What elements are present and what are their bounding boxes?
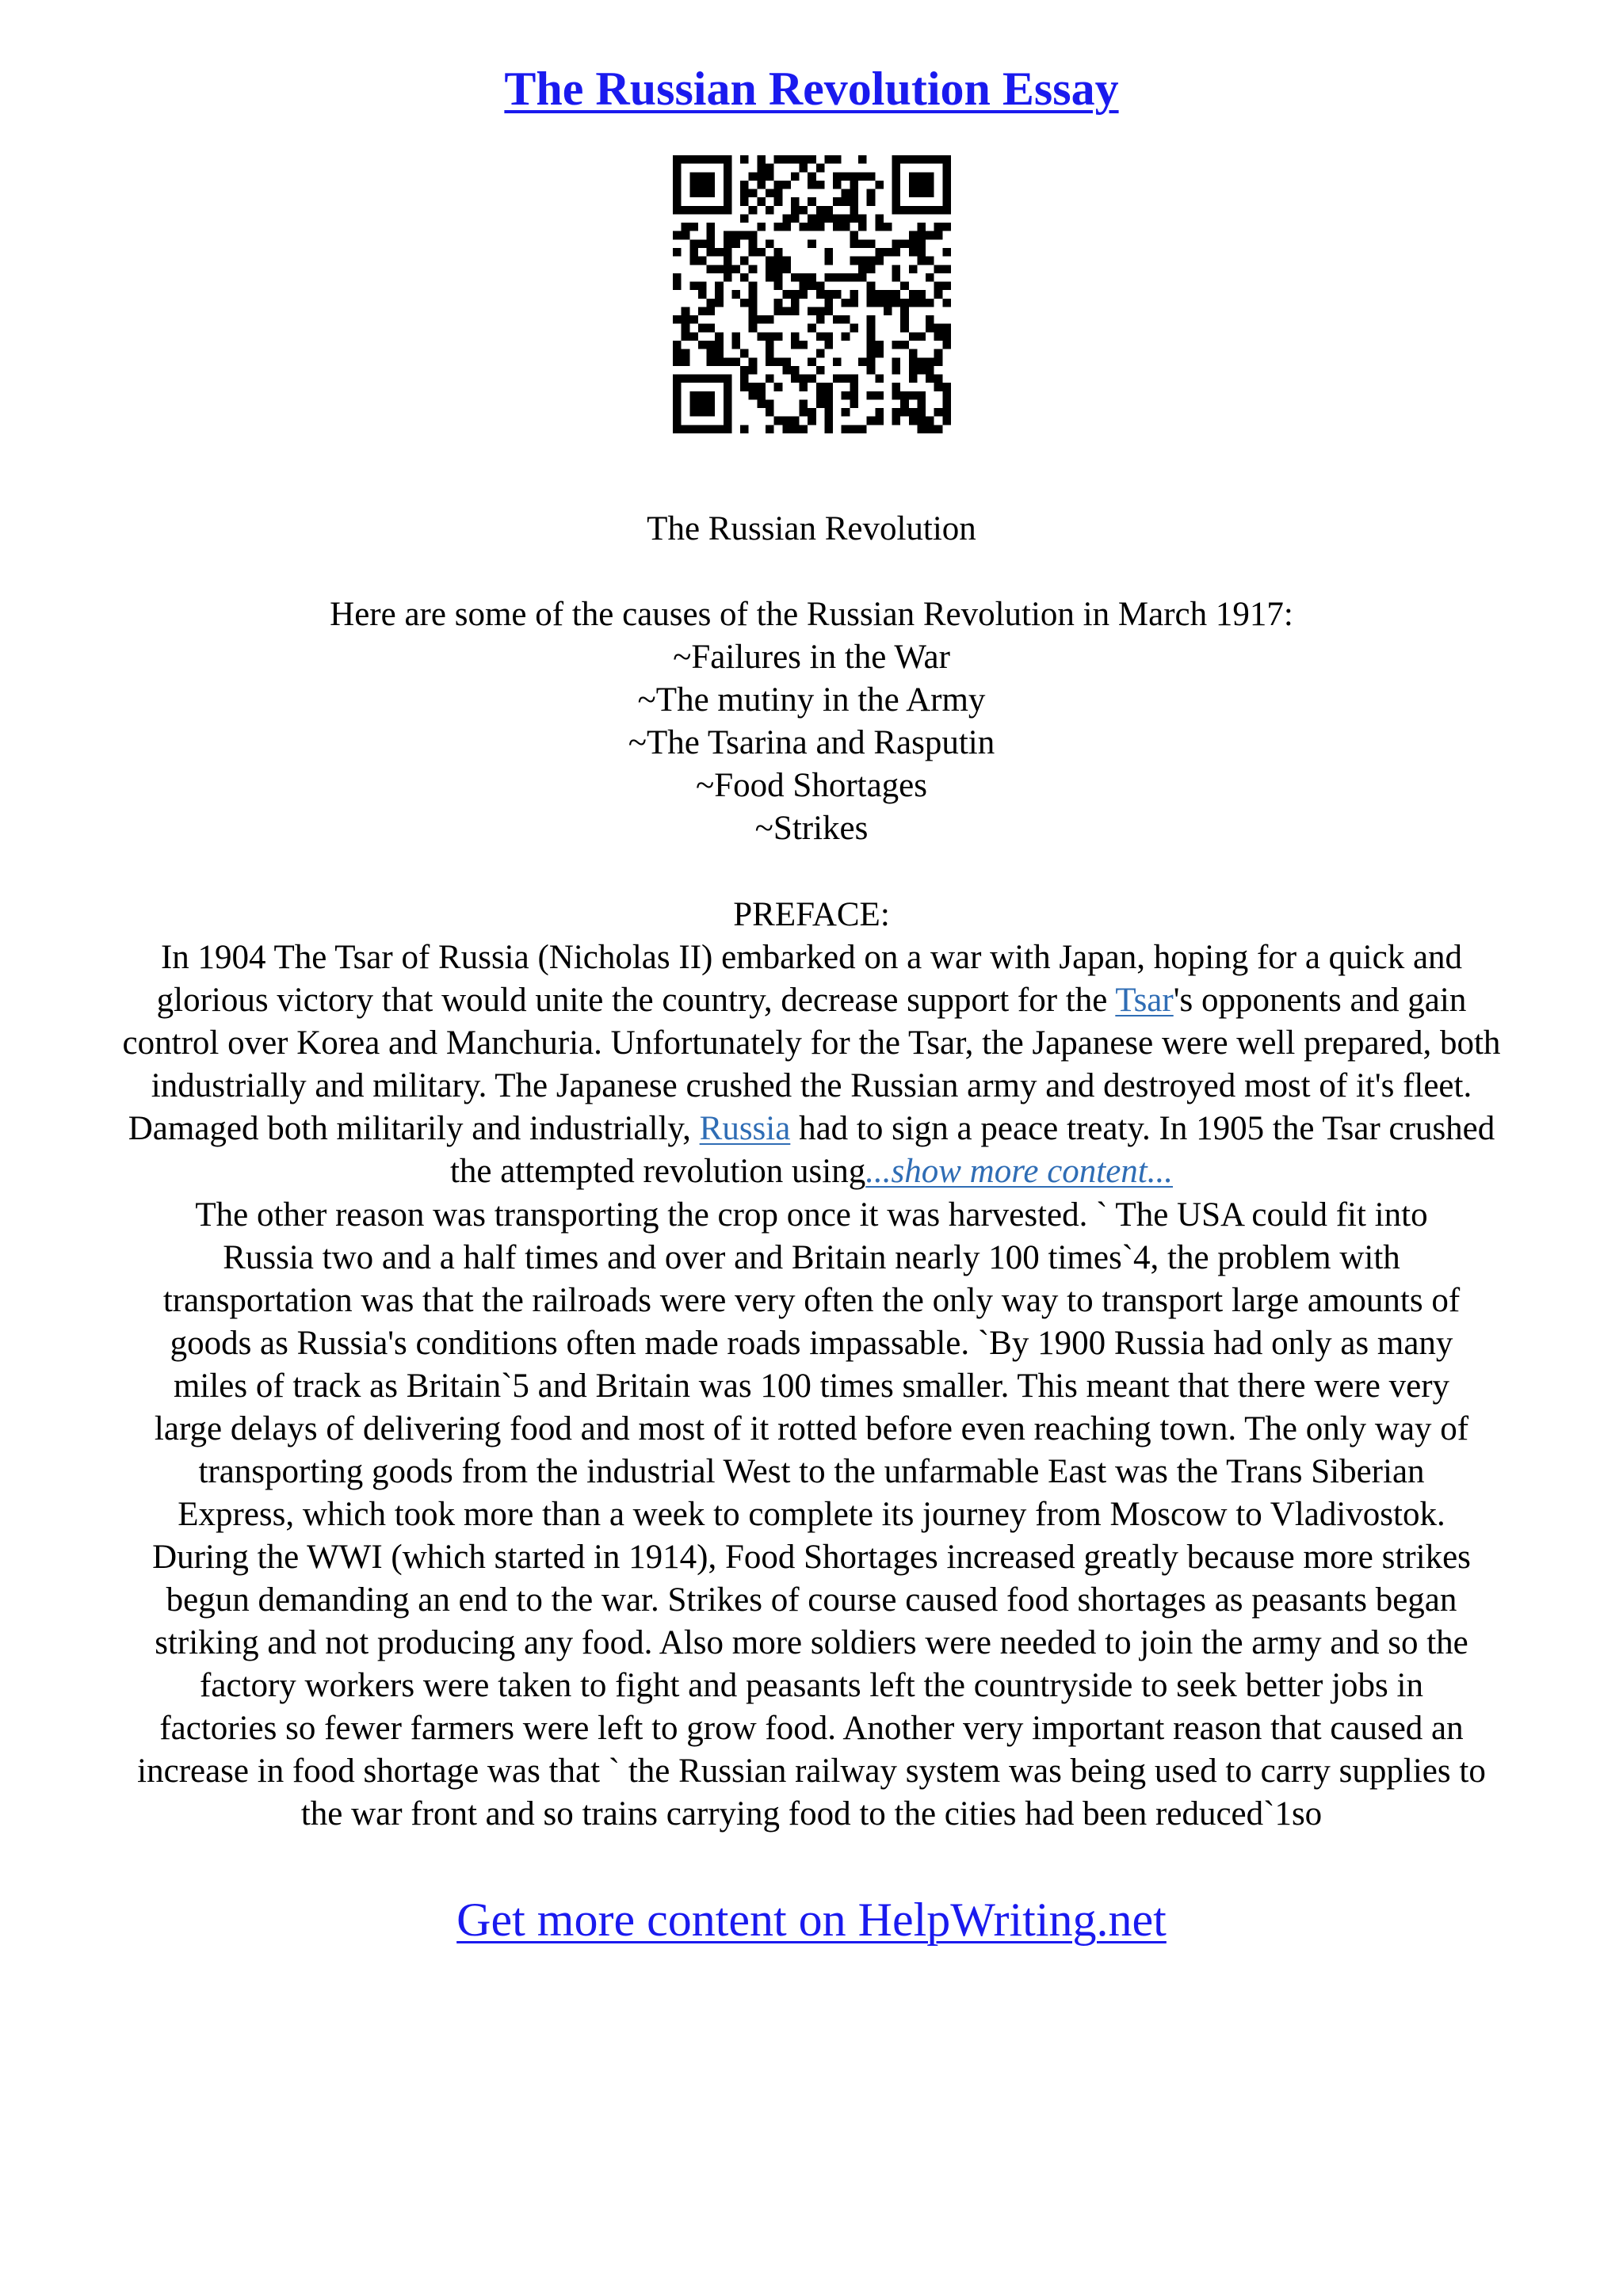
document-title [0, 57, 1623, 120]
causes-intro: Here are some of the causes of the Russian Revolution in March 1917: [330, 596, 1293, 633]
preface-line [0, 1108, 1623, 1150]
body-line: transporting goods from the industrial West to the unfarmable East was the Trans Siberian [198, 1453, 1425, 1490]
preface-text: had to sign a peace treaty. In 1905 the Tsar crushed [790, 1110, 1495, 1147]
body-line: factories so fewer farmers were left to grow food. Another very important reason that caused an [159, 1710, 1464, 1747]
preface-text: Damaged both militarily and industrially, [128, 1110, 700, 1147]
preface-text: 's opponents and gain [1173, 982, 1467, 1019]
tsar-link[interactable]: Tsar [1115, 982, 1174, 1019]
subtitle: The Russian Revolution [647, 510, 976, 547]
body-line: The other reason was transporting the crop once it was harvested. ` The USA could fit into [195, 1196, 1428, 1234]
show-more-link[interactable]: ...show more content... [865, 1153, 1174, 1190]
russia-link[interactable]: Russia [699, 1110, 791, 1147]
preface-line: industrially and military. The Japanese crushed the Russian army and destroyed most of it's fleet. [151, 1067, 1472, 1104]
body-line: During the WWI (which started in 1914), Food Shortages increased greatly because more strikes [152, 1539, 1471, 1576]
causes-section [0, 593, 1623, 850]
qr-code-graphic [673, 155, 951, 433]
body-section [0, 1194, 1623, 1836]
body-line: goods as Russia's conditions often made roads impassable. `By 1900 Russia had only as many [170, 1325, 1453, 1362]
body-line: Express, which took more than a week to complete its journey from Moscow to Vladivostok. [178, 1496, 1445, 1533]
qr-code-icon [673, 155, 951, 433]
preface-text: glorious victory that would unite the country, decrease support for the [156, 982, 1116, 1019]
title-link[interactable]: The Russian Revolution Essay [504, 63, 1119, 115]
preface-heading: PREFACE: [733, 896, 890, 933]
footer-link[interactable]: Get more content on HelpWriting.net [456, 1894, 1167, 1946]
body-line: factory workers were taken to fight and peasants left the countryside to seek better jobs in [200, 1667, 1423, 1704]
cause-item: ~Failures in the War [673, 639, 950, 676]
cause-item: ~The Tsarina and Rasputin [628, 724, 995, 761]
body-line: begun demanding an end to the war. Strikes of course caused food shortages as peasants began [166, 1581, 1457, 1619]
body-line: the war front and so trains carrying food to the cities had been reduced`1so [300, 1795, 1323, 1833]
preface-line [0, 1150, 1623, 1193]
cause-item: ~Strikes [754, 810, 869, 847]
cause-item: ~The mutiny in the Army [637, 681, 986, 719]
preface-text: the attempted revolution using [449, 1153, 866, 1190]
body-line: large delays of delivering food and most of it rotted before even reaching town. The only way of [154, 1410, 1469, 1447]
body-line: Russia two and a half times and over and Britain nearly 100 times`4, the problem with [223, 1239, 1400, 1276]
cause-item: ~Food Shortages [695, 767, 927, 804]
body-line: increase in food shortage was that ` the Russian railway system was being used to carry supplies to [137, 1753, 1486, 1790]
preface-line: control over Korea and Manchuria. Unfortunately for the Tsar, the Japanese were well prepared, both [122, 1024, 1501, 1062]
preface-section [0, 894, 1623, 1193]
body-line: transportation was that the railroads were very often the only way to transport large amounts of [162, 1282, 1461, 1319]
body-line: miles of track as Britain`5 and Britain was 100 times smaller. This meant that there were very [173, 1367, 1450, 1405]
body-line: striking and not producing any food. Also more soldiers were needed to join the army and so the [155, 1624, 1468, 1661]
footer [0, 1889, 1623, 1951]
preface-line: In 1904 The Tsar of Russia (Nicholas II) embarked on a war with Japan, hoping for a quick and [160, 939, 1463, 976]
preface-line [0, 979, 1623, 1022]
